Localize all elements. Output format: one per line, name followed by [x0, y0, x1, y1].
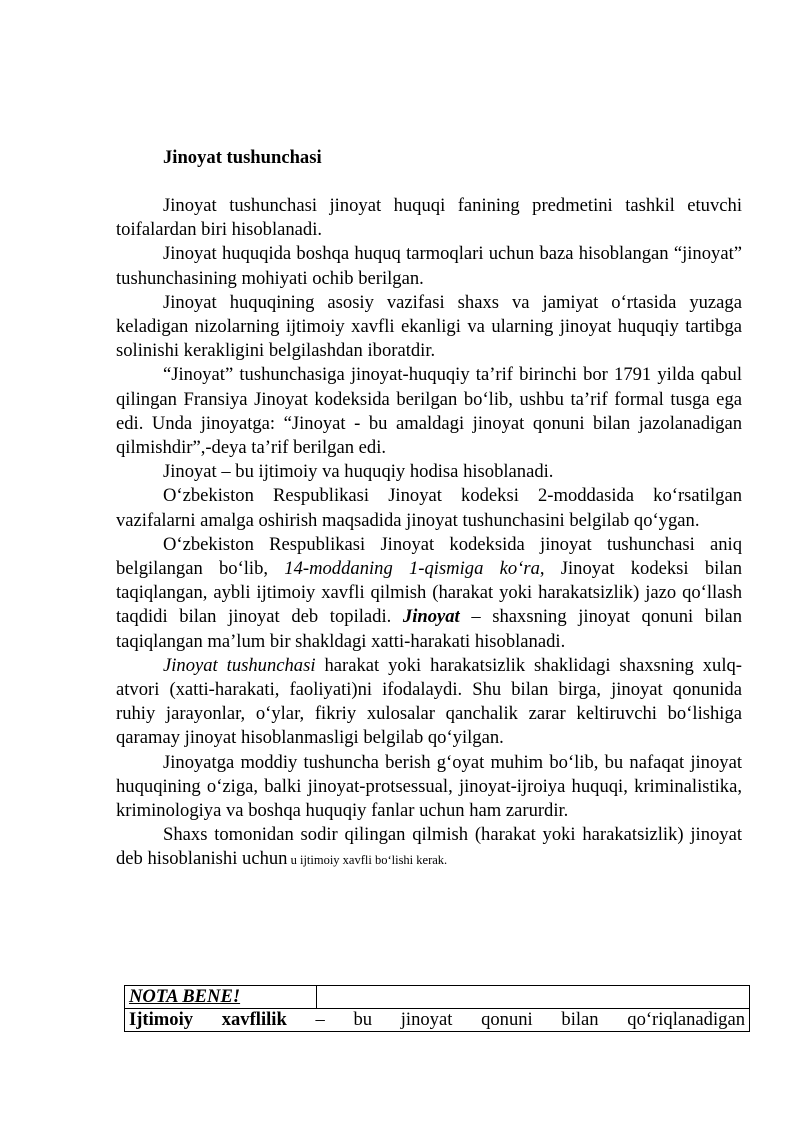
- paragraph-7-text-2: , Jinoyat kodeksi bilan taqiqlangan, aybli ijtimoiy xavfli qilmish (harakat yoki harakatsizlik) jazo qo‘llash taqdidi bilan jinoyat deb topiladi.: [116, 558, 742, 628]
- paragraph-8: [116, 654, 742, 751]
- paragraph-4: “Jinoyat” tushunchasiga jinoyat-huquqiy ta’rif birinchi bor 1791 yilda qabul qilingan Fransiya Jinoyat kodeksida berilgan bo‘lib, ushbu ta’rif formal tusga ega edi. Unda jinoyatga: “Jinoyat - bu amaldagi jinoyat qonuni bilan jazolanadigan qilmishdir”,-deya ta’rif berilgan edi.: [116, 364, 742, 459]
- paragraph-5: Jinoyat – bu ijtimoiy va huquqiy hodisa hisoblanadi.: [163, 461, 554, 483]
- paragraph-8-text: harakat yoki harakatsizlik shaklidagi shaxsning xulq-atvori (xatti-harakati, faoliyati)ni ifodalaydi. Shu bilan birga, jinoyat qonunida ruhiy jarayonlar, o‘ylar, fikriy xulosalar qanchalik zarar keltiruvchi bo‘lishiga qaramay jinoyat hisoblanmasligi belgilab qo‘yilgan.: [116, 654, 742, 749]
- paragraph-10-small-text: u ijtimoiy xavfli bo‘lishi kerak.: [287, 853, 448, 868]
- nota-bene-empty-cell: [317, 986, 750, 1009]
- nota-bene-header-cell: [125, 986, 317, 1009]
- paragraph-9: Jinoyatga moddiy tushuncha berish g‘oyat muhim bo‘lib, bu nafaqat jinoyat huquqining o‘ziga, balki jinoyat-protsessual, jinoyat-ijroiya huquqi, kriminalistika, kriminologiya va boshqa huquqiy fanlar uchun ham zarurdir.: [116, 751, 742, 822]
- term-ijtimoiy-xavflilik: Ijtimoiy xavflilik: [129, 1009, 287, 1030]
- paragraph-1: Jinoyat tushunchasi jinoyat huquqi fanining predmetini tashkil etuvchi toifalardan biri hisoblanadi.: [116, 195, 742, 241]
- paragraph-7-text: O‘zbekiston Respublikasi Jinoyat kodeksida jinoyat tushunchasi aniq belgilangan bo‘lib,: [116, 533, 742, 580]
- document-body: [116, 146, 742, 873]
- nota-bene-label: NOTA BENE!: [129, 986, 241, 1007]
- paragraph-6: O‘zbekiston Respublikasi Jinoyat kodeksi 2-moddasida ko‘rsatilgan vazifalarni amalga oshirish maqsadida jinoyat tushunchasini belgilab qo‘ygan.: [116, 485, 742, 531]
- term-jinoyat: Jinoyat: [402, 606, 460, 628]
- paragraph-3: Jinoyat huquqining asosiy vazifasi shaxs va jamiyat o‘rtasida yuzaga keladigan nizolarning ijtimoiy xavfli ekanligi va ularning jinoyat huquqiy tartibga solinishi kerakligini belgilashdan iboratdir.: [116, 291, 742, 362]
- definition-text: – bu jinoyat qonuni bilan qo‘riqlanadigan: [315, 1009, 745, 1030]
- page-title: Jinoyat tushunchasi: [163, 147, 322, 168]
- paragraph-10-text: Shaxs tomonidan sodir qilingan qilmish (harakat yoki harakatsizlik) jinoyat deb hisoblanishi uchun: [116, 824, 742, 870]
- nota-bene-definition-cell: [125, 1009, 750, 1032]
- nota-bene-table: [124, 985, 750, 1032]
- term-jinoyat-tushunchasi: Jinoyat tushunchasi: [163, 654, 316, 676]
- paragraph-10: [116, 823, 742, 872]
- article-reference: 14-moddaning 1-qismiga ko‘ra: [284, 558, 540, 580]
- paragraph-7: [116, 533, 742, 654]
- paragraph-7-text-3: – shaxsning jinoyat qonuni bilan taqiqlangan ma’lum bir shakldagi xatti-harakati hisoblanadi.: [116, 606, 742, 652]
- paragraph-2: Jinoyat huquqida boshqa huquq tarmoqlari uchun baza hisoblangan “jinoyat” tushunchasining mohiyati ochib berilgan.: [116, 243, 742, 289]
